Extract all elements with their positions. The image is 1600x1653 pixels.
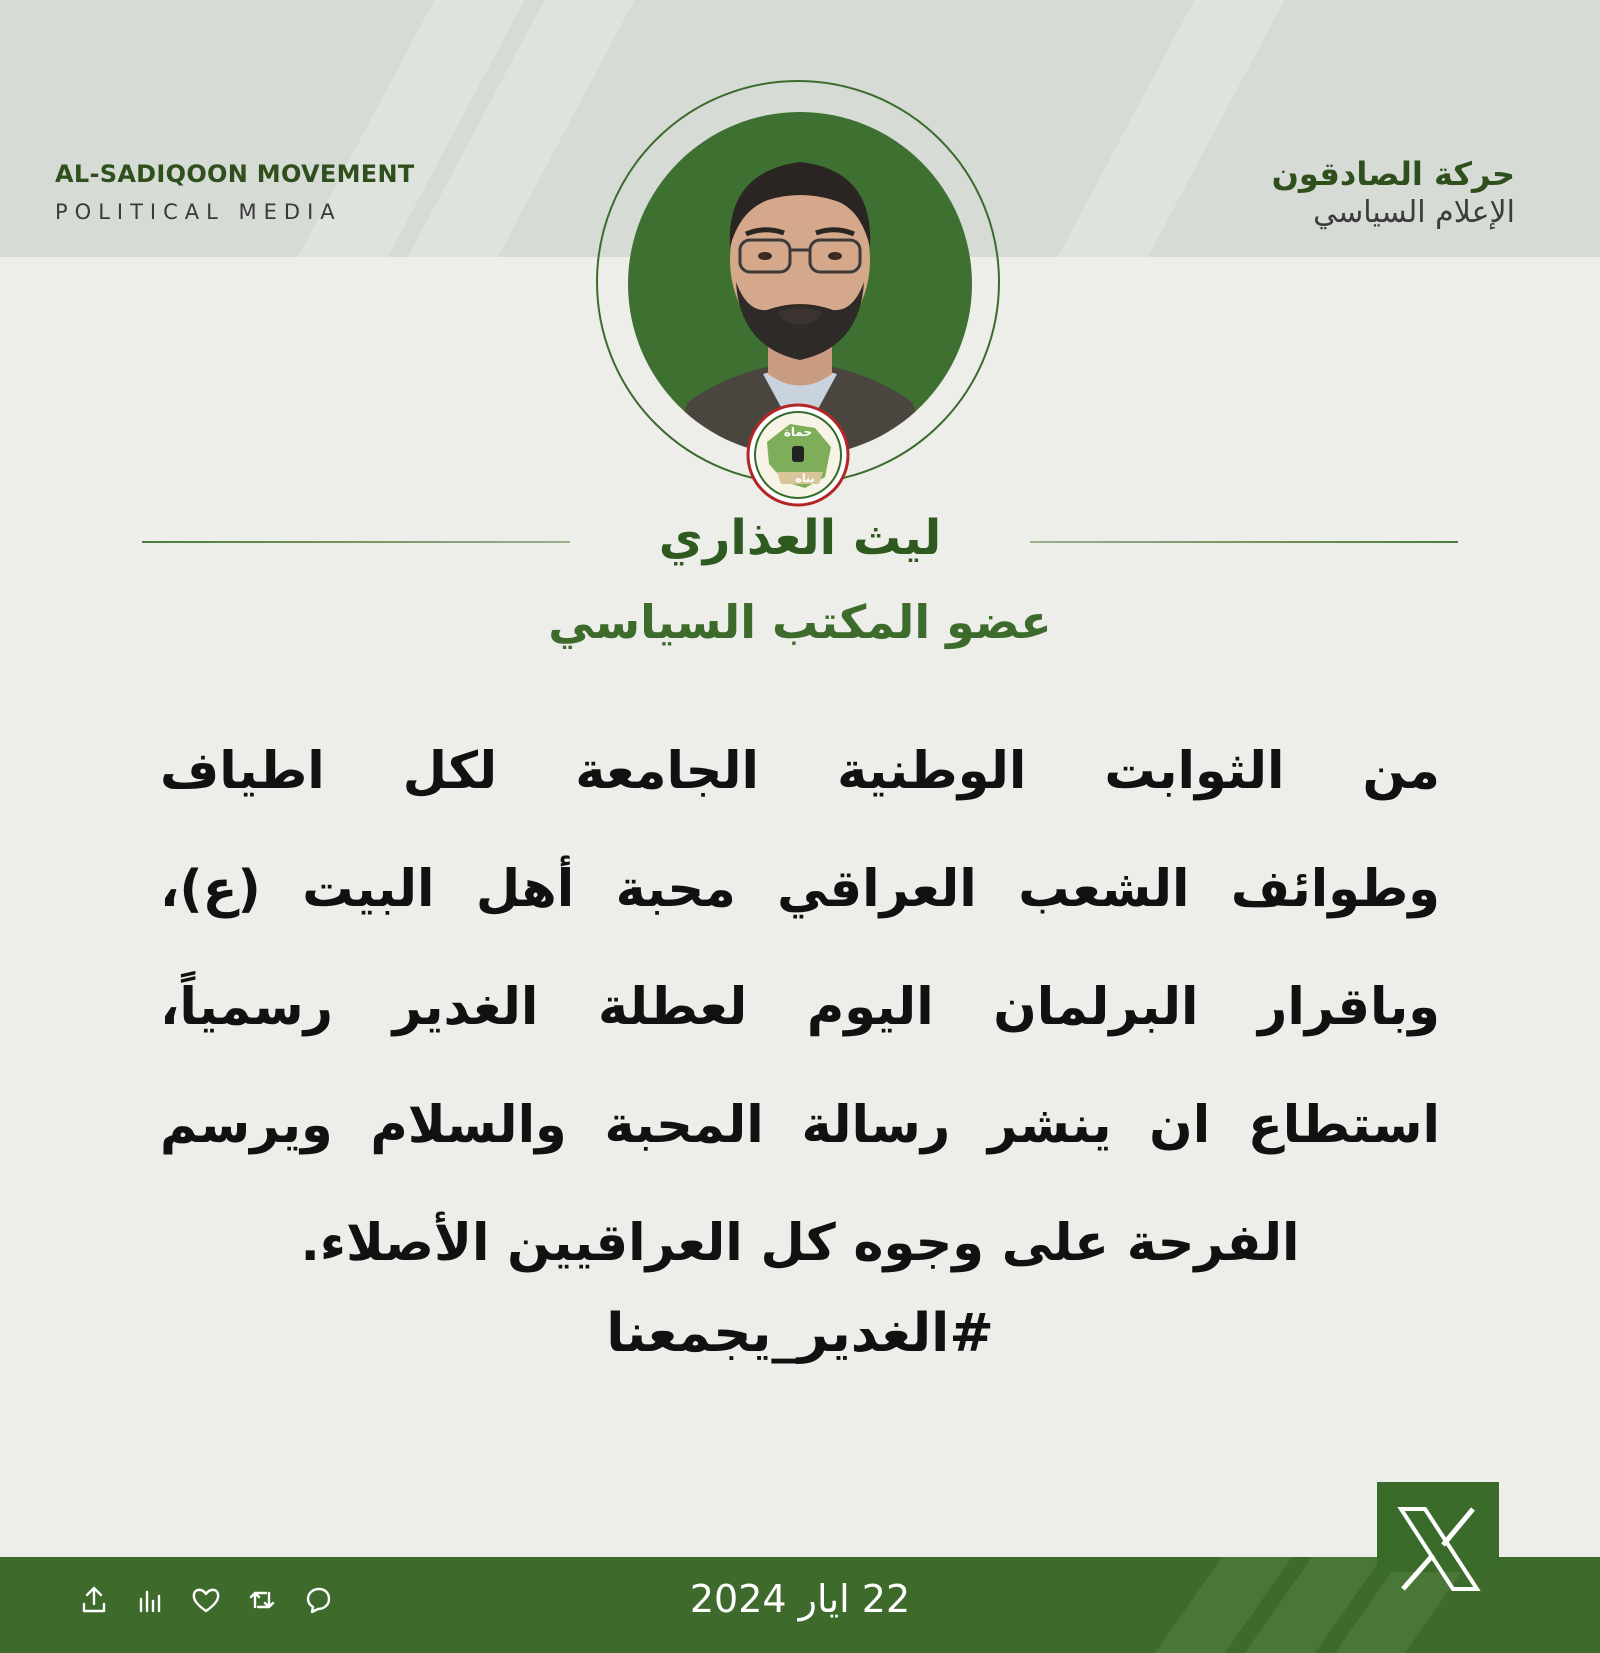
quote-line: وباقرار البرلمان اليوم لعطلة الغدير رسمياً، xyxy=(160,978,1440,1037)
brand-name-ar: حركة الصادقون xyxy=(1271,155,1515,193)
quote-line: من الثوابت الوطنية الجامعة لكل اطياف xyxy=(160,742,1440,801)
quote-line: وطوائف الشعب العراقي محبة أهل البيت (ع)، xyxy=(160,860,1440,919)
speaker-name: ليث العذاري xyxy=(658,510,942,566)
emblem-logo-text: حماة xyxy=(783,425,813,439)
brand-subtitle-en: POLITICAL MEDIA xyxy=(55,200,342,224)
speaker-role: عضو المكتب السياسي xyxy=(548,595,1052,649)
hashtag[interactable]: #الغدير_يجمعنا xyxy=(606,1303,994,1364)
header-stripe xyxy=(1024,0,1305,257)
quote-line: استطاع ان ينشر رسالة المحبة والسلام ويرسم xyxy=(160,1096,1440,1155)
quote-body xyxy=(160,722,1440,1312)
x-platform-badge[interactable] xyxy=(1377,1482,1499,1572)
brand-name-en: AL-SADIQOON MOVEMENT xyxy=(55,160,415,188)
brand-subtitle-ar: الإعلام السياسي xyxy=(1313,195,1515,230)
quote-line: الفرحة على وجوه كل العراقيين الأصلاء. xyxy=(300,1214,1300,1273)
brand-english xyxy=(55,160,415,224)
post-date: 22 ايار 2024 xyxy=(689,1577,911,1621)
movement-emblem-icon xyxy=(745,402,851,508)
svg-text:بناه: بناه xyxy=(795,472,815,485)
brand-arabic xyxy=(1272,155,1515,230)
